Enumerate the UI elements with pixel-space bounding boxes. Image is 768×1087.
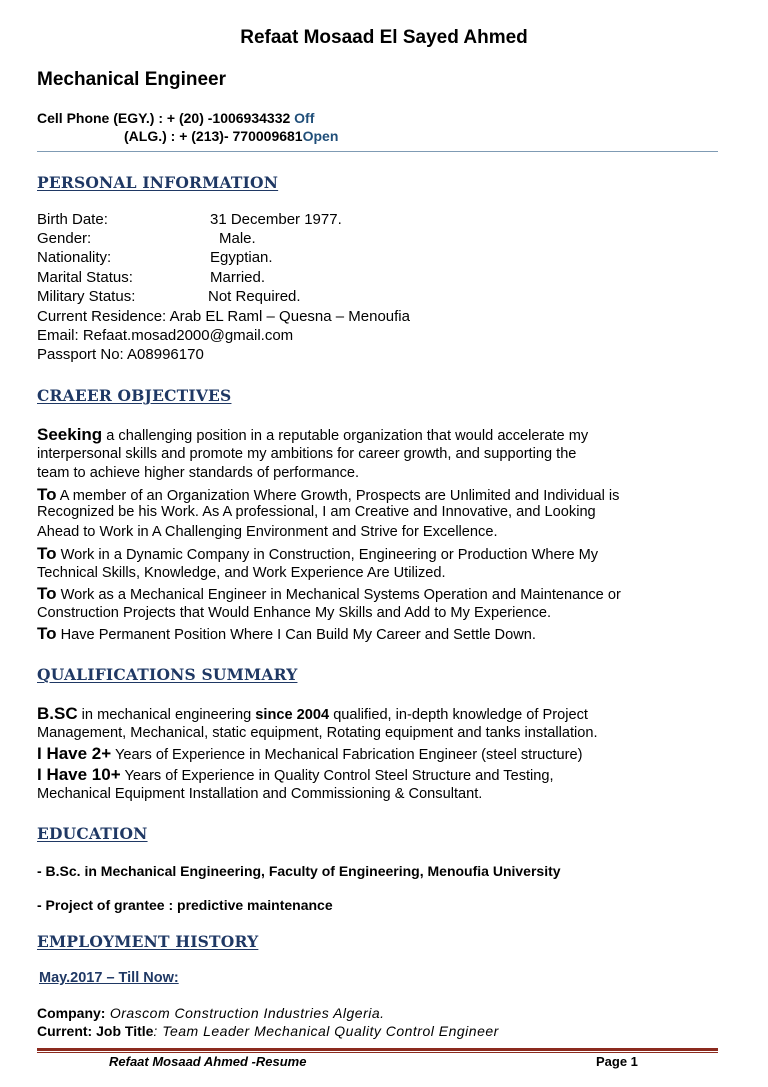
qualification-line: Mechanical Equipment Installation and Commissioning & Consultant.: [37, 786, 483, 802]
qualification-lead: I Have 2+: [37, 744, 112, 763]
job-title: Mechanical Engineer: [37, 69, 227, 90]
footer-title: Refaat Mosaad Ahmed -Resume: [109, 1054, 307, 1069]
residence: Current Residence: Arab EL Raml – Quesna – Menoufia: [37, 308, 410, 325]
section-career-objectives: CRAEER OBJECTIVES: [37, 386, 232, 405]
qualification-item: [37, 765, 554, 785]
qualification-lead: I Have 10+: [37, 765, 121, 784]
job-value: : Team Leader Mechanical Quality Control Engineer: [153, 1023, 499, 1039]
objective-paragraph: [37, 485, 619, 505]
objective-line: team to achieve higher standards of performance.: [37, 465, 360, 481]
section-personal-information: PERSONAL INFORMATION: [37, 173, 279, 192]
objective-text: Work in a Dynamic Company in Construction, Engineering or Production Where My: [56, 547, 599, 563]
personal-label: Birth Date:: [37, 211, 108, 228]
objective-paragraph: [37, 584, 621, 604]
personal-value: Egyptian.: [210, 249, 273, 266]
objective-line: Technical Skills, Knowledge, and Work Experience Are Utilized.: [37, 565, 446, 581]
section-qualifications-summary: QUALIFICATIONS SUMMARY: [37, 665, 298, 684]
personal-label: Marital Status:: [37, 269, 133, 286]
qualification-emphasis: since 2004: [255, 707, 330, 723]
objective-lead: To: [37, 584, 57, 603]
education-item: - Project of grantee : predictive maintenance: [37, 897, 333, 913]
qualification-item: [37, 704, 588, 724]
personal-label: Military Status:: [37, 288, 136, 305]
personal-value: 31 December 1977.: [210, 211, 342, 228]
personal-row: [37, 268, 266, 287]
objective-paragraph: [37, 425, 588, 445]
objective-lead: Seeking: [37, 425, 103, 444]
qualification-text: Years of Experience in Mechanical Fabrication Engineer (steel structure): [111, 747, 583, 763]
objective-text: a challenging position in a reputable organization that would accelerate my: [102, 428, 589, 444]
objective-text: Work as a Mechanical Engineer in Mechanical Systems Operation and Maintenance or: [56, 587, 621, 603]
qualification-text: in mechanical engineering: [77, 707, 256, 723]
footer-rule: [37, 1048, 718, 1051]
personal-value: Male.: [219, 230, 256, 247]
personal-row: [37, 229, 256, 248]
phone-algeria-status: Open: [302, 128, 339, 144]
phone-egypt-status: Off: [294, 110, 315, 126]
employment-period: May.2017 – Till Now:: [39, 970, 179, 986]
qualification-text: qualified, in-depth knowledge of Project: [329, 707, 588, 723]
objective-line: Ahead to Work in A Challenging Environment and Strive for Excellence.: [37, 524, 498, 540]
personal-row: [37, 210, 342, 229]
personal-label: Nationality:: [37, 249, 112, 266]
resume-name: Refaat Mosaad El Sayed Ahmed: [240, 27, 528, 48]
qualification-text: Years of Experience in Quality Control Steel Structure and Testing,: [120, 768, 554, 784]
qualification-lead: B.SC: [37, 704, 78, 723]
qualification-item: [37, 744, 583, 764]
footer-rule-thin: [37, 1052, 718, 1053]
phone-algeria: [124, 128, 338, 144]
section-education: EDUCATION: [37, 824, 148, 843]
objective-paragraph: [37, 624, 536, 644]
objective-lead: To: [37, 624, 57, 643]
section-employment-history: EMPLOYMENT HISTORY: [37, 932, 259, 951]
footer-page-number: Page 1: [596, 1054, 638, 1069]
company-label: Company:: [37, 1005, 106, 1021]
phone-egypt-label: Cell Phone (EGY.) : + (20) -1006934332: [37, 110, 291, 126]
email: Email: Refaat.mosad2000@gmail.com: [37, 327, 294, 344]
personal-value: Not Required.: [208, 288, 301, 305]
employment-company: [37, 1005, 385, 1021]
objective-lead: To: [37, 544, 57, 563]
objective-paragraph: [37, 544, 598, 564]
education-item: - B.Sc. in Mechanical Engineering, Faculty of Engineering, Menoufia University: [37, 863, 561, 879]
objective-text: A member of an Organization Where Growth, Prospects are Unlimited and Individual is: [56, 488, 620, 504]
objective-lead: To: [37, 485, 57, 504]
objective-text: Have Permanent Position Where I Can Build My Career and Settle Down.: [56, 627, 536, 643]
phone-algeria-label: (ALG.) : + (213)- 770009681: [124, 128, 303, 144]
passport: Passport No: A08996170: [37, 346, 204, 363]
personal-label: Gender:: [37, 230, 92, 247]
qualification-line: Management, Mechanical, static equipment, Rotating equipment and tanks installation.: [37, 725, 598, 741]
phone-egypt: [37, 110, 314, 126]
objective-line: interpersonal skills and promote my ambitions for career growth, and supporting the: [37, 446, 577, 462]
header-divider: [37, 151, 718, 152]
objective-line: Recognized be his Work. As A professional, I am Creative and Innovative, and Looking: [37, 504, 596, 520]
objective-line: Construction Projects that Would Enhance My Skills and Add to My Experience.: [37, 605, 552, 621]
personal-value: Married.: [210, 269, 266, 286]
personal-row: [37, 248, 273, 267]
job-label: Current: Job Title: [37, 1023, 154, 1039]
company-value: Orascom Construction Industries Algeria.: [105, 1005, 385, 1021]
employment-job-title: [37, 1023, 499, 1039]
personal-row: [37, 287, 301, 306]
